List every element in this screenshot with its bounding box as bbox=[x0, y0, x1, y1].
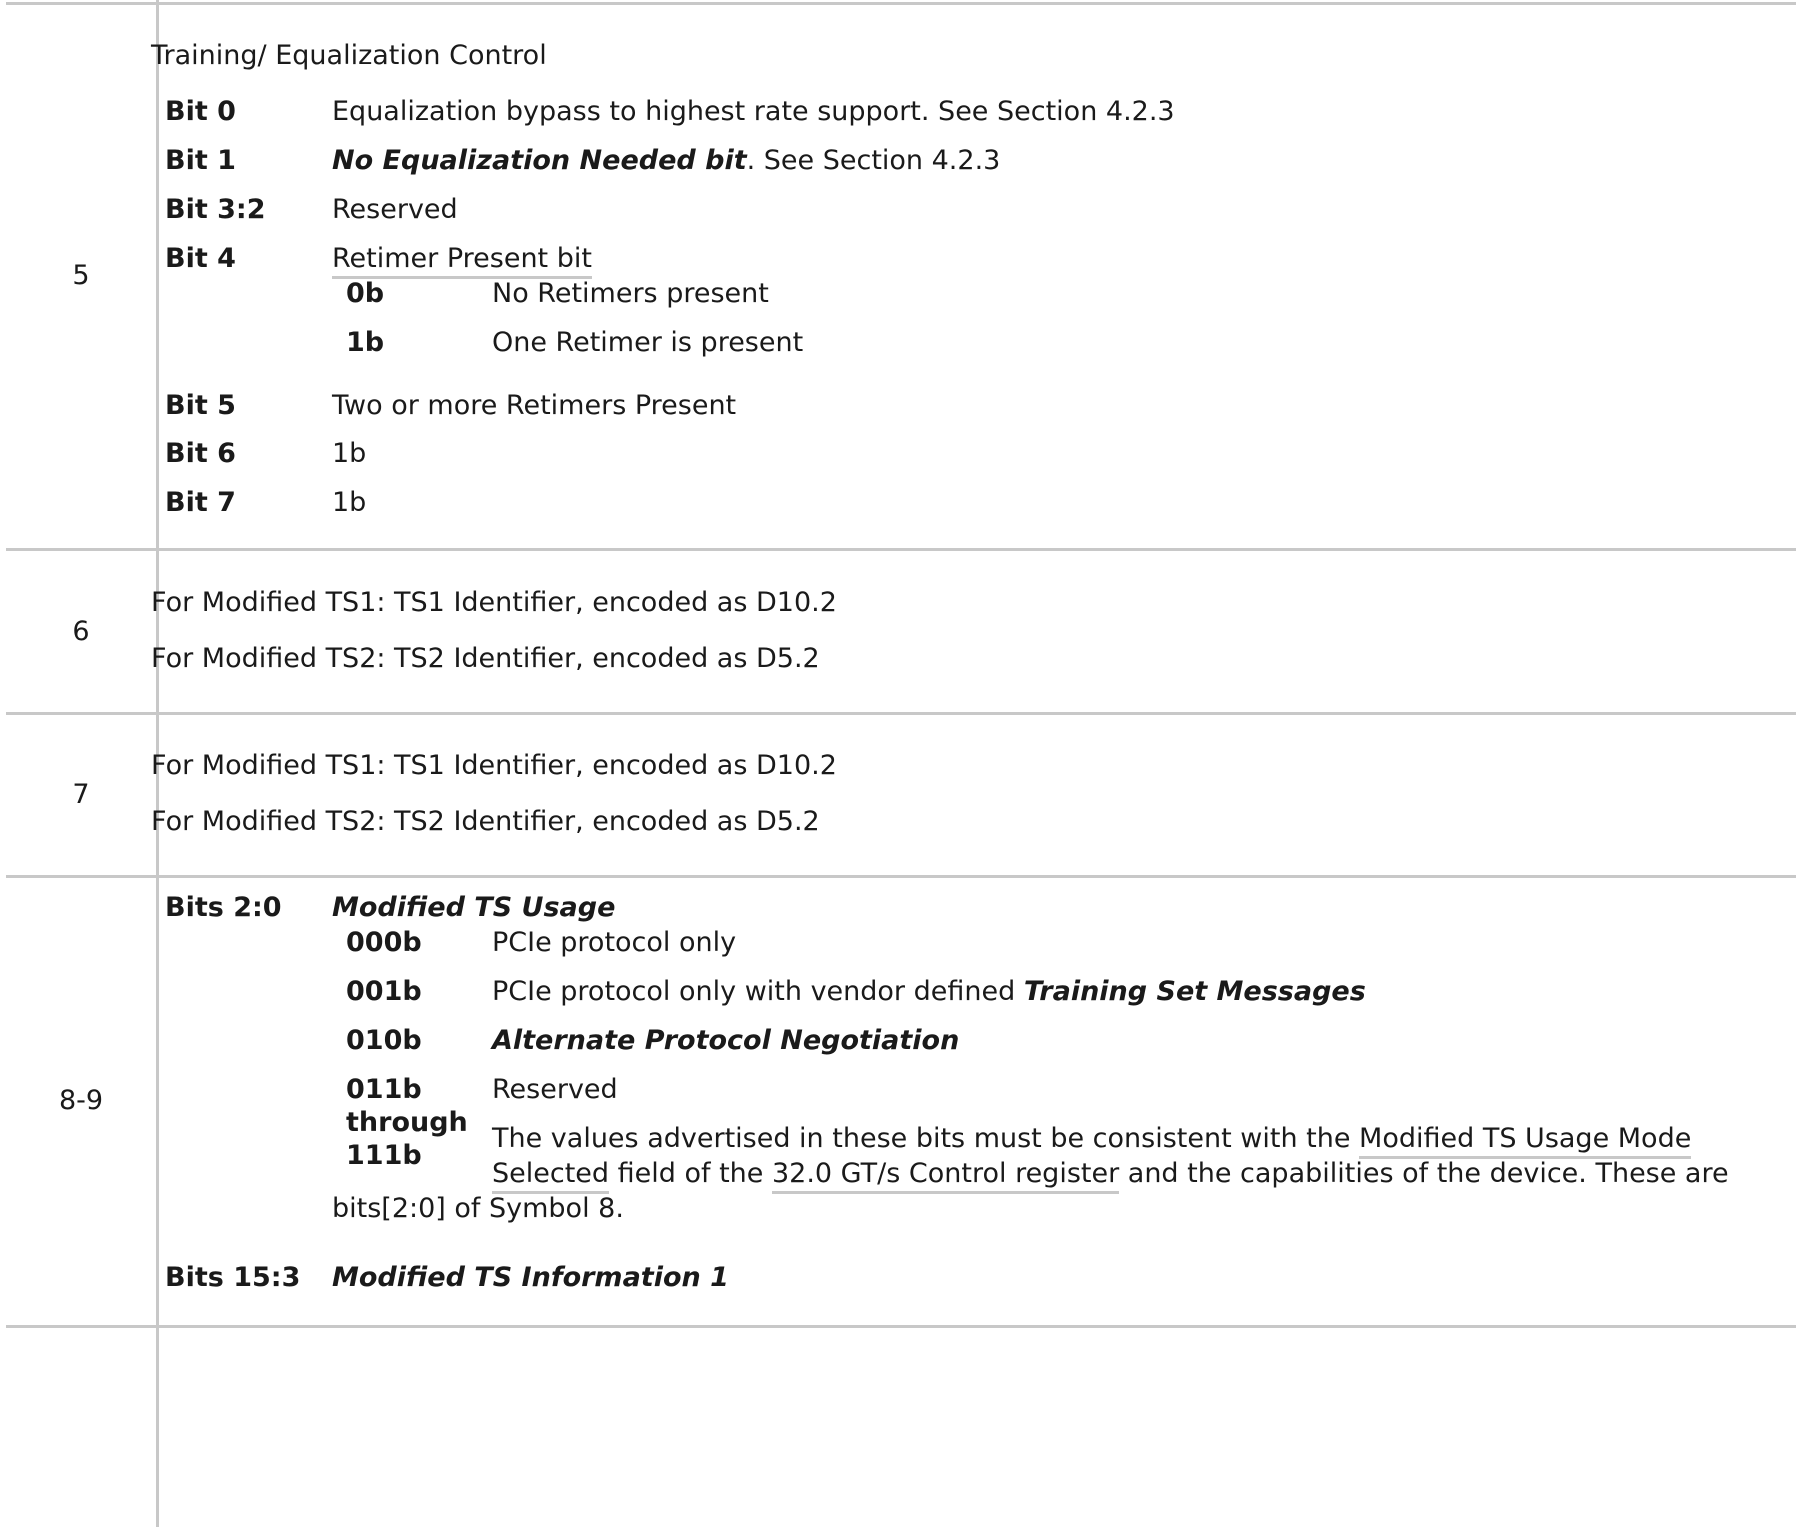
row-divider bbox=[6, 548, 1796, 551]
value-code: 010b bbox=[346, 1025, 422, 1056]
symbol-number: 7 bbox=[72, 779, 90, 810]
symbol-number: 6 bbox=[72, 616, 90, 647]
bit-description: 1b bbox=[332, 438, 367, 469]
note-line bbox=[492, 1158, 1729, 1190]
bit-label: Bit 4 bbox=[165, 243, 236, 274]
identifier-line: For Modified TS1: TS1 Identifier, encoded as D10.2 bbox=[151, 750, 837, 781]
usage-mode-link[interactable]: Selected bbox=[492, 1158, 609, 1194]
bit-label: Bits 2:0 bbox=[165, 892, 282, 923]
value-code: through bbox=[346, 1107, 468, 1138]
bit-description-text: . See Section 4.2.3 bbox=[746, 145, 1001, 176]
bit-label: Bit 1 bbox=[165, 145, 236, 176]
value-description: One Retimer is present bbox=[492, 327, 804, 358]
usage-mode-link[interactable]: Modified TS Usage Mode bbox=[1359, 1123, 1691, 1159]
note-text: The values advertised in these bits must be consistent with the bbox=[492, 1123, 1360, 1154]
note-line bbox=[492, 1123, 1691, 1155]
value-description-text: PCIe protocol only with vendor defined bbox=[492, 976, 1024, 1007]
bit-description: 1b bbox=[332, 487, 367, 518]
control-register-link[interactable]: 32.0 GT/s Control register bbox=[772, 1158, 1119, 1194]
bit-label: Bits 15:3 bbox=[165, 1262, 301, 1293]
value-code: 1b bbox=[346, 327, 385, 358]
bit-description bbox=[332, 243, 592, 275]
value-code: 001b bbox=[346, 976, 422, 1007]
bit-description: Reserved bbox=[332, 194, 458, 225]
note-line: bits[2:0] of Symbol 8. bbox=[332, 1193, 624, 1224]
bit-description: Two or more Retimers Present bbox=[332, 390, 737, 421]
note-text: field of the bbox=[609, 1158, 772, 1189]
bit-label: Bit 0 bbox=[165, 96, 236, 127]
value-emphasis: Alternate Protocol Negotiation bbox=[492, 1025, 960, 1056]
row-divider bbox=[6, 1325, 1796, 1328]
bit-emphasis: No Equalization Needed bit bbox=[332, 145, 747, 176]
symbol-table bbox=[6, 0, 1796, 1529]
value-description bbox=[492, 976, 1366, 1008]
value-code: 011b bbox=[346, 1074, 422, 1105]
note-text: and the capabilities of the device. These are bbox=[1119, 1158, 1729, 1189]
row-divider bbox=[6, 712, 1796, 715]
value-description: PCIe protocol only bbox=[492, 927, 737, 958]
identifier-line: For Modified TS2: TS2 Identifier, encoded as D5.2 bbox=[151, 643, 820, 674]
row-divider bbox=[6, 875, 1796, 878]
bit-label: Bit 6 bbox=[165, 438, 236, 469]
bit-label: Bit 5 bbox=[165, 390, 236, 421]
bit-label: Bit 7 bbox=[165, 487, 236, 518]
value-code: 0b bbox=[346, 278, 385, 309]
value-code: 000b bbox=[346, 927, 422, 958]
symbol-number: 8-9 bbox=[58, 1085, 104, 1116]
retimer-present-link[interactable]: Retimer Present bit bbox=[332, 243, 592, 279]
bit-description bbox=[332, 145, 1000, 177]
identifier-line: For Modified TS1: TS1 Identifier, encoded as D10.2 bbox=[151, 587, 837, 618]
bit-title: Modified TS Information 1 bbox=[332, 1262, 729, 1293]
field-heading: Training/ Equalization Control bbox=[151, 40, 547, 71]
bit-description: Equalization bypass to highest rate support. See Section 4.2.3 bbox=[332, 96, 1175, 127]
symbol-number: 5 bbox=[72, 260, 90, 291]
value-code: 111b bbox=[346, 1140, 422, 1171]
row-divider bbox=[6, 2, 1796, 5]
identifier-line: For Modified TS2: TS2 Identifier, encoded as D5.2 bbox=[151, 806, 820, 837]
value-emphasis: Training Set Messages bbox=[1023, 976, 1366, 1007]
bit-title: Modified TS Usage bbox=[332, 892, 616, 923]
value-description: No Retimers present bbox=[492, 278, 769, 309]
bit-label: Bit 3:2 bbox=[165, 194, 266, 225]
value-description: Reserved bbox=[492, 1074, 618, 1105]
